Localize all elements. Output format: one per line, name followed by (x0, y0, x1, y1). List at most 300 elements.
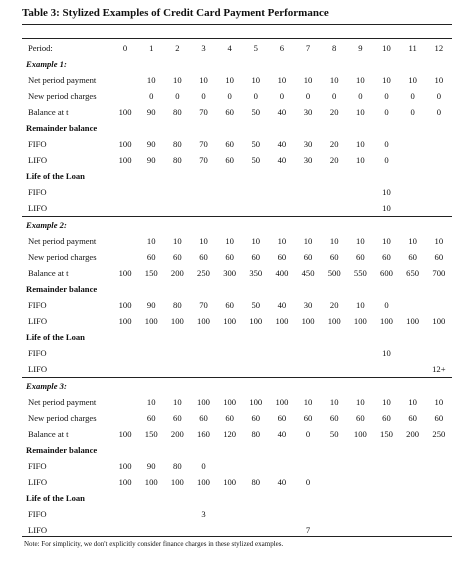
table-cell (217, 168, 243, 184)
table-cell (321, 217, 347, 234)
table-cell: 400 (275, 268, 289, 278)
table-cell (112, 345, 138, 361)
table-cell: 70 (199, 139, 208, 149)
table-cell: 10 (173, 397, 182, 407)
table-cell: 0 (410, 107, 415, 117)
table-cell (426, 442, 452, 458)
table-cell: 60 (173, 252, 182, 262)
table-cell (426, 378, 452, 395)
table-cell (164, 56, 190, 72)
row-label: LIFO (28, 155, 48, 165)
table-cell: 10 (199, 236, 208, 246)
table-cell (190, 184, 216, 200)
table-cell (400, 474, 426, 490)
period-header-cell: 6 (279, 43, 285, 53)
table-cell (217, 184, 243, 200)
period-header-cell: 7 (305, 43, 311, 53)
table-cell: 7 (305, 525, 311, 535)
table-cell: 50 (251, 155, 261, 165)
table-cell (112, 168, 138, 184)
table-cell (190, 361, 216, 378)
table-cell (426, 490, 452, 506)
table-cell: 50 (329, 429, 339, 439)
table-cell: 100 (144, 316, 158, 326)
subsection-heading-row (22, 281, 452, 297)
table-row (22, 345, 452, 361)
table-cell (269, 281, 295, 297)
table-cell: 600 (380, 268, 393, 278)
table-cell (426, 184, 452, 200)
table-cell (217, 442, 243, 458)
table-cell (321, 120, 347, 136)
table-cell (217, 361, 243, 378)
table-cell: 60 (303, 252, 313, 262)
table-cell (112, 378, 138, 395)
table-cell: 60 (199, 413, 208, 423)
table-cell (138, 168, 164, 184)
table-cell (400, 217, 426, 234)
table-cell (269, 329, 295, 345)
table-cell: 60 (329, 413, 339, 423)
table-cell (112, 217, 138, 234)
table-cell (426, 120, 452, 136)
row-label: LIFO (28, 477, 48, 487)
table-cell: 100 (118, 316, 132, 326)
table-cell (347, 168, 373, 184)
period-header-cell: 4 (227, 43, 232, 53)
table-cell (347, 490, 373, 506)
table-cell: 10 (225, 75, 234, 85)
row-label: Balance at t (28, 107, 69, 117)
table-cell (243, 506, 269, 522)
table-cell: 10 (356, 300, 365, 310)
table-cell (217, 458, 243, 474)
table-cell: 60 (225, 107, 234, 117)
table-cell (347, 217, 373, 234)
table-cell (112, 249, 138, 265)
table-cell (426, 136, 452, 152)
table-row (22, 104, 452, 120)
table-cell: 100 (118, 300, 132, 310)
table-cell: 90 (146, 139, 156, 149)
table-cell: 20 (329, 155, 339, 165)
table-cell (164, 522, 190, 538)
table-cell (295, 442, 321, 458)
table-cell: 60 (356, 413, 365, 423)
table-cell: 0 (384, 300, 389, 310)
table-cell: 100 (406, 316, 420, 326)
table-cell: 40 (277, 429, 287, 439)
table-note: Note: For simplicity, we don't explicitly consider finance charges in these stylized examples. (24, 540, 284, 548)
table-cell: 60 (382, 252, 391, 262)
table-cell (112, 522, 138, 538)
table-cell: 0 (384, 107, 389, 117)
table-cell (295, 506, 321, 522)
table-cell (321, 281, 347, 297)
table-cell: 60 (382, 413, 391, 423)
subsection-heading-row (22, 329, 452, 345)
table-cell (190, 120, 216, 136)
table-cell (112, 233, 138, 249)
row-label: New period charges (28, 252, 97, 262)
table-cell (426, 329, 452, 345)
table-cell (347, 184, 373, 200)
table-cell: 20 (329, 300, 339, 310)
table-cell: 0 (332, 91, 337, 101)
table-cell: 100 (118, 107, 132, 117)
table-cell: 450 (301, 268, 315, 278)
table-cell (426, 297, 452, 313)
row-label: Remainder balance (26, 123, 98, 133)
table-cell (190, 345, 216, 361)
table-cell: 30 (303, 139, 313, 149)
row-label: Balance at t (28, 268, 69, 278)
table-cell (269, 458, 295, 474)
table-cell (190, 217, 216, 234)
table-cell: 10 (382, 348, 391, 358)
table-cell (373, 217, 399, 234)
row-label: FIFO (28, 300, 47, 310)
table-cell (138, 361, 164, 378)
table-cell (347, 506, 373, 522)
table-cell: 200 (406, 429, 420, 439)
table-cell: 10 (251, 236, 261, 246)
table-cell (243, 378, 269, 395)
period-header-cell: 0 (122, 43, 128, 53)
table-cell: 10 (382, 75, 391, 85)
table-cell (217, 120, 243, 136)
table-cell: 100 (327, 316, 341, 326)
table-cell (112, 442, 138, 458)
table-cell (347, 458, 373, 474)
table-cell (138, 378, 164, 395)
table-cell: 100 (249, 397, 263, 407)
row-label: LIFO (28, 316, 48, 326)
table-cell (400, 136, 426, 152)
table-cell: 30 (303, 155, 313, 165)
table-cell (321, 329, 347, 345)
table-cell (400, 345, 426, 361)
table-cell (373, 442, 399, 458)
table-row (22, 249, 452, 265)
table-cell (295, 56, 321, 72)
table-cell: 80 (173, 155, 182, 165)
table-cell (112, 490, 138, 506)
period-header-cell: 9 (358, 43, 363, 53)
row-label: New period charges (28, 91, 97, 101)
table-cell (138, 329, 164, 345)
table-cell: 60 (277, 252, 287, 262)
table-cell (295, 378, 321, 395)
table-cell: 60 (251, 413, 261, 423)
table-cell (321, 458, 347, 474)
table-cell (138, 345, 164, 361)
table-cell: 100 (118, 429, 132, 439)
table-row (22, 88, 452, 104)
table-cell: 3 (201, 509, 206, 519)
table-cell: 0 (305, 477, 311, 487)
table-cell (400, 442, 426, 458)
table-cell (243, 56, 269, 72)
table-cell: 60 (408, 252, 417, 262)
table-cell (243, 490, 269, 506)
table-cell (400, 522, 426, 538)
table-cell (269, 200, 295, 217)
table-cell (400, 490, 426, 506)
subsection-heading-row (22, 120, 452, 136)
table-cell: 80 (173, 461, 182, 471)
table-cell: 100 (223, 316, 237, 326)
table-cell (426, 474, 452, 490)
table-cell: 10 (408, 397, 417, 407)
table-cell (164, 217, 190, 234)
table-cell (347, 56, 373, 72)
table-cell: 60 (303, 413, 313, 423)
table-cell (321, 200, 347, 217)
table-cell (112, 394, 138, 410)
table-cell: 100 (118, 139, 132, 149)
table-cell: 0 (436, 107, 441, 117)
table-cell: 10 (408, 236, 417, 246)
table-cell: 90 (146, 155, 156, 165)
table-cell (321, 522, 347, 538)
row-label: Example 2: (22, 217, 112, 234)
table-cell: 100 (380, 316, 393, 326)
table-cell: 70 (199, 155, 208, 165)
table-cell (321, 361, 347, 378)
table-cell: 0 (384, 91, 389, 101)
table-cell (112, 361, 138, 378)
row-label: FIFO (28, 139, 47, 149)
table-cell: 200 (170, 268, 184, 278)
row-label: Net period payment (28, 397, 97, 407)
table-cell: 10 (434, 236, 444, 246)
table-cell (269, 522, 295, 538)
table-cell: 0 (279, 91, 285, 101)
table-cell: 60 (434, 413, 444, 423)
table-cell (426, 281, 452, 297)
table-row (22, 200, 452, 217)
table-cell: 80 (251, 429, 261, 439)
table-cell (373, 168, 399, 184)
table-cell: 0 (175, 91, 180, 101)
table-cell (347, 200, 373, 217)
table-cell (190, 281, 216, 297)
table-cell (426, 200, 452, 217)
table-cell: 60 (329, 252, 339, 262)
table-cell (217, 345, 243, 361)
table-cell: 60 (146, 252, 156, 262)
table-cell (321, 490, 347, 506)
table-cell (243, 361, 269, 378)
table-cell: 40 (277, 107, 287, 117)
table-cell: 30 (303, 300, 313, 310)
table-cell (112, 120, 138, 136)
table-cell (138, 56, 164, 72)
table-cell (164, 200, 190, 217)
table-row (22, 410, 452, 426)
table-cell: 70 (199, 107, 208, 117)
table-cell (347, 522, 373, 538)
table-cell (400, 378, 426, 395)
table-cell (321, 474, 347, 490)
table-cell: 40 (277, 155, 287, 165)
period-header-row (22, 40, 452, 56)
table-cell (112, 281, 138, 297)
period-header-cell: 2 (175, 43, 180, 53)
table-cell (347, 345, 373, 361)
table-cell: 250 (432, 429, 446, 439)
table-cell: 700 (432, 268, 446, 278)
table-cell (269, 56, 295, 72)
table-cell: 10 (329, 236, 339, 246)
table-row (22, 522, 452, 538)
table-cell: 20 (329, 139, 339, 149)
table-cell: 100 (197, 316, 210, 326)
table-cell: 10 (225, 236, 234, 246)
table-cell: 100 (118, 155, 132, 165)
table-cell: 350 (249, 268, 263, 278)
table-cell (426, 522, 452, 538)
table-cell: 100 (197, 397, 210, 407)
table-cell (138, 281, 164, 297)
table-cell (295, 184, 321, 200)
table-cell (112, 410, 138, 426)
row-label: Net period payment (28, 236, 97, 246)
subsection-heading-row (22, 442, 452, 458)
row-label: LIFO (28, 525, 48, 535)
table-cell: 0 (227, 91, 232, 101)
table-cell (426, 217, 452, 234)
table-row (22, 394, 452, 410)
table-cell: 60 (434, 252, 444, 262)
table-cell (373, 458, 399, 474)
table-cell (347, 329, 373, 345)
table-cell (347, 378, 373, 395)
table-cell: 10 (356, 75, 365, 85)
table-cell (400, 361, 426, 378)
table-cell: 90 (146, 107, 156, 117)
table-cell (295, 458, 321, 474)
table-cell: 0 (201, 91, 206, 101)
period-header-cell: 12 (434, 43, 444, 53)
table-cell (190, 56, 216, 72)
row-label: Remainder balance (26, 445, 98, 455)
table-cell (426, 152, 452, 168)
table-cell (138, 184, 164, 200)
table-row (22, 474, 452, 490)
table-cell: 60 (146, 413, 156, 423)
table-cell: 10 (382, 397, 391, 407)
row-label: Example 3: (22, 378, 112, 395)
table-cell: 60 (225, 155, 234, 165)
table-cell (138, 442, 164, 458)
table-cell (112, 184, 138, 200)
table-cell (269, 442, 295, 458)
table-row (22, 152, 452, 168)
table-cell (373, 506, 399, 522)
table-cell (269, 506, 295, 522)
table-cell: 0 (358, 91, 363, 101)
table-cell (243, 329, 269, 345)
table-cell: 60 (225, 252, 234, 262)
table-cell (295, 168, 321, 184)
table-cell: 100 (223, 397, 237, 407)
table-cell (400, 152, 426, 168)
table-cell (295, 361, 321, 378)
table-cell (164, 506, 190, 522)
table-cell (217, 200, 243, 217)
subsection-heading-row (22, 168, 452, 184)
row-label: Remainder balance (26, 284, 98, 294)
table-cell: 10 (173, 75, 182, 85)
table-cell (269, 217, 295, 234)
table-cell (112, 88, 138, 104)
table-cell: 60 (199, 252, 208, 262)
table-cell (426, 458, 452, 474)
table-cell (164, 281, 190, 297)
table-cell: 12+ (432, 364, 446, 374)
table-cell (400, 200, 426, 217)
table-cell (321, 56, 347, 72)
table-cell (269, 168, 295, 184)
table-cell (426, 345, 452, 361)
table-cell: 100 (118, 477, 132, 487)
table-cell: 40 (277, 477, 287, 487)
table-row (22, 297, 452, 313)
table-cell (400, 506, 426, 522)
table-cell (190, 442, 216, 458)
table-row (22, 458, 452, 474)
table-cell: 100 (170, 316, 184, 326)
table-cell (295, 281, 321, 297)
table-cell (347, 281, 373, 297)
table-cell: 20 (329, 107, 339, 117)
table-cell (112, 200, 138, 217)
table-cell: 100 (275, 316, 289, 326)
table-cell: 10 (356, 139, 365, 149)
subsection-heading-row (22, 490, 452, 506)
table-cell: 500 (327, 268, 341, 278)
table-cell: 80 (173, 107, 182, 117)
table-cell (217, 281, 243, 297)
row-label: FIFO (28, 509, 47, 519)
table-cell (164, 378, 190, 395)
table-cell: 150 (144, 268, 158, 278)
table-cell (400, 458, 426, 474)
row-label: New period charges (28, 413, 97, 423)
row-label: FIFO (28, 187, 47, 197)
table-cell (243, 522, 269, 538)
table-cell: 60 (225, 139, 234, 149)
table-cell (243, 458, 269, 474)
table-cell (426, 506, 452, 522)
table-cell: 550 (353, 268, 367, 278)
table-cell: 40 (277, 139, 287, 149)
table-cell (138, 200, 164, 217)
table-cell: 100 (353, 429, 367, 439)
table-cell: 50 (251, 300, 261, 310)
table-cell: 0 (384, 139, 389, 149)
table-cell (243, 120, 269, 136)
table-cell (243, 184, 269, 200)
table-cell (321, 506, 347, 522)
row-label: FIFO (28, 348, 47, 358)
table-cell (269, 490, 295, 506)
table-cell: 0 (305, 429, 311, 439)
row-label: Net period payment (28, 75, 97, 85)
table-cell (269, 378, 295, 395)
